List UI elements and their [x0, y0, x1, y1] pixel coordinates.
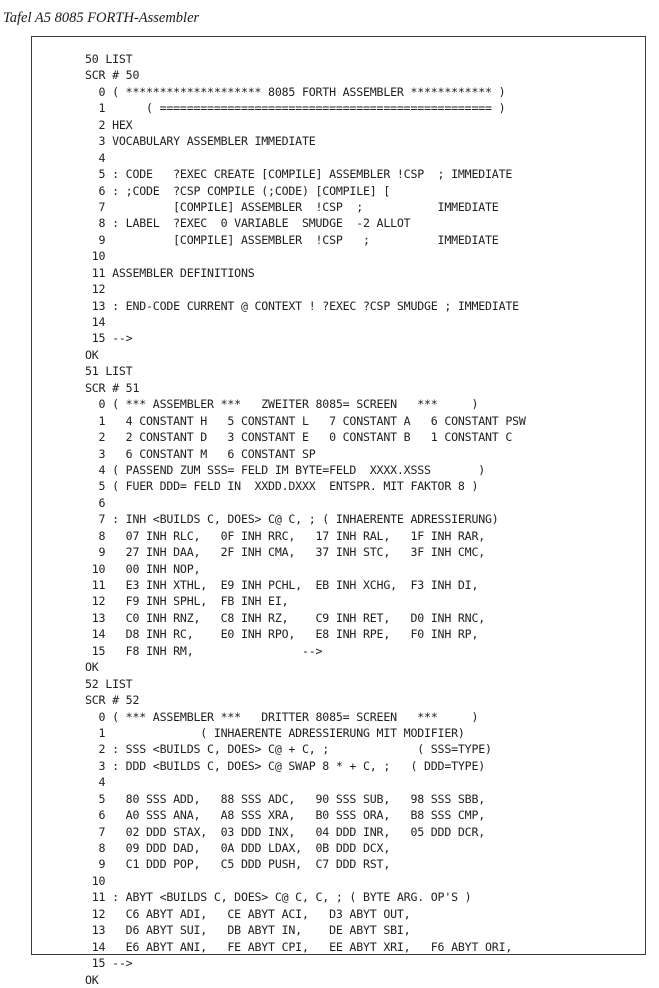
- listing-line: SCR # 50: [85, 68, 140, 83]
- listing-line: 7 : INH <BUILDS C, DOES> C@ C, ; ( INHAERENTE ADRESSIERUNG): [85, 512, 499, 527]
- listing-line: 13 C0 INH RNZ, C8 INH RZ, C9 INH RET, D0 INH RNC,: [85, 610, 486, 625]
- listing-line: 6 A0 SSS ANA, A8 SSS XRA, B0 SSS ORA, B8 SSS CMP,: [85, 808, 486, 823]
- listing-line: 7 [COMPILE] ASSEMBLER !CSP ; IMMEDIATE: [85, 199, 499, 214]
- listing-line: 1 4 CONSTANT H 5 CONSTANT L 7 CONSTANT A 6 CONSTANT PSW: [85, 413, 526, 428]
- listing-line: 15 -->: [85, 331, 133, 346]
- listing-line: 4: [85, 150, 106, 165]
- listing-line: 6 : ;CODE ?CSP COMPILE (;CODE) [COMPILE] [: [85, 183, 391, 198]
- listing-line: 0 ( *** ASSEMBLER *** ZWEITER 8085= SCREEN *** ): [85, 397, 479, 412]
- listing-line: 13 D6 ABYT SUI, DB ABYT IN, DE ABYT SBI,: [85, 923, 411, 938]
- listing-line: 2 : SSS <BUILDS C, DOES> C@ + C, ; ( SSS=TYPE): [85, 742, 492, 757]
- listing-line: 7 02 DDD STAX, 03 DDD INX, 04 DDD INR, 05 DDD DCR,: [85, 824, 486, 839]
- listing-line: OK: [85, 972, 99, 987]
- listing-line: 5 80 SSS ADD, 88 SSS ADC, 90 SSS SUB, 98 SSS SBB,: [85, 791, 486, 806]
- listing-line: 3 VOCABULARY ASSEMBLER IMMEDIATE: [85, 134, 316, 149]
- listing-line: 5 ( FUER DDD= FELD IN XXDD.DXXX ENTSPR. MIT FAKTOR 8 ): [85, 479, 479, 494]
- listing-line: 9 C1 DDD POP, C5 DDD PUSH, C7 DDD RST,: [85, 857, 391, 872]
- listing-line: SCR # 52: [85, 693, 140, 708]
- listing-line: 14 E6 ABYT ANI, FE ABYT CPI, EE ABYT XRI, F6 ABYT ORI,: [85, 939, 513, 954]
- forth-listing: [85, 51, 526, 988]
- listing-line: 10: [85, 249, 106, 264]
- listing-line: 50 LIST: [85, 52, 133, 66]
- listing-line: 10: [85, 873, 106, 888]
- listing-line: 6: [85, 495, 106, 510]
- listing-line: 12 C6 ABYT ADI, CE ABYT ACI, D3 ABYT OUT,: [85, 906, 411, 921]
- listing-line: 2 HEX: [85, 117, 133, 132]
- listing-line: 1 ( ================================================= ): [85, 101, 506, 116]
- listing-line: 8 : LABEL ?EXEC 0 VARIABLE SMUDGE -2 ALLOT: [85, 216, 411, 231]
- listing-line: 9 27 INH DAA, 2F INH CMA, 37 INH STC, 3F INH CMC,: [85, 545, 486, 560]
- listing-line: SCR # 51: [85, 380, 140, 395]
- figure-caption: Tafel A5 8085 FORTH-Assembler: [3, 10, 200, 26]
- listing-line: OK: [85, 660, 99, 675]
- listing-line: 1 ( INHAERENTE ADRESSIERUNG MIT MODIFIER): [85, 725, 465, 740]
- listing-line: 14: [85, 315, 106, 329]
- listing-line: 4: [85, 775, 106, 790]
- listing-line: 4 ( PASSEND ZUM SSS= FELD IM BYTE=FELD XXXX.XSSS ): [85, 462, 486, 477]
- listing-line: OK: [85, 347, 99, 362]
- listing-line: 9 [COMPILE] ASSEMBLER !CSP ; IMMEDIATE: [85, 232, 499, 247]
- listing-line: 5 : CODE ?EXEC CREATE [COMPILE] ASSEMBLER !CSP ; IMMEDIATE: [85, 167, 513, 182]
- listing-line: 13 : END-CODE CURRENT @ CONTEXT ! ?EXEC ?CSP SMUDGE ; IMMEDIATE: [85, 298, 519, 313]
- listing-line: 3 6 CONSTANT M 6 CONSTANT SP: [85, 446, 316, 461]
- listing-line: 2 2 CONSTANT D 3 CONSTANT E 0 CONSTANT B 1 CONSTANT C: [85, 430, 513, 445]
- listing-line: 51 LIST: [85, 364, 133, 379]
- listing-line: 8 09 DDD DAD, 0A DDD LDAX, 0B DDD DCX,: [85, 841, 391, 855]
- listing-line: 12: [85, 282, 106, 297]
- listing-line: 15 -->: [85, 956, 133, 971]
- listing-line: 10 00 INH NOP,: [85, 561, 201, 576]
- listing-line: 0 ( *** ASSEMBLER *** DRITTER 8085= SCREEN *** ): [85, 709, 479, 724]
- listing-line: 15 F8 INH RM, -->: [85, 643, 323, 658]
- listing-line: 52 LIST: [85, 676, 133, 691]
- listing-line: 11 E3 INH XTHL, E9 INH PCHL, EB INH XCHG, F3 INH DI,: [85, 578, 479, 592]
- listing-line: 0 ( ******************** 8085 FORTH ASSEMBLER ************ ): [85, 84, 506, 99]
- listing-line: 11 : ABYT <BUILDS C, DOES> C@ C, C, ; ( BYTE ARG. OP'S ): [85, 890, 472, 905]
- listing-line: 3 : DDD <BUILDS C, DOES> C@ SWAP 8 * + C, ; ( DDD=TYPE): [85, 758, 486, 773]
- listing-line: 11 ASSEMBLER DEFINITIONS: [85, 265, 255, 280]
- listing-line: 8 07 INH RLC, 0F INH RRC, 17 INH RAL, 1F INH RAR,: [85, 528, 486, 543]
- listing-line: 14 D8 INH RC, E0 INH RPO, E8 INH RPE, F0 INH RP,: [85, 627, 479, 642]
- listing-line: 12 F9 INH SPHL, FB INH EI,: [85, 594, 289, 609]
